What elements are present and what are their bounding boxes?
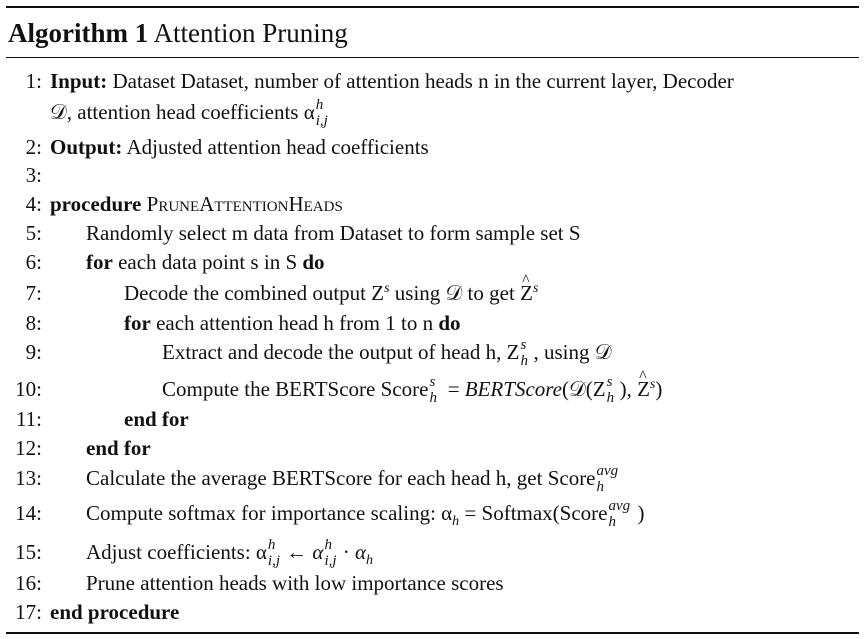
line-number: 2: xyxy=(25,135,42,159)
line-number: 13: xyxy=(15,466,42,490)
keyword: procedure xyxy=(50,192,142,216)
line-text xyxy=(50,189,343,219)
softmax-text: Compute softmax for importance scaling: α xyxy=(86,501,453,525)
line-text: Compute the BERTScore Score s h = BERTScore(𝒟(Z s h ), ^ $Z^s$) xyxy=(162,374,662,406)
line-number: 5: xyxy=(25,221,42,245)
line-text xyxy=(50,97,329,129)
line-text: Randomly select m data from Dataset to form sample set S xyxy=(86,221,581,245)
line-number: 9: xyxy=(25,340,42,364)
keyword: for xyxy=(86,250,113,274)
line-number: 16: xyxy=(15,571,42,595)
alpha-index-hi-ij: h i,j xyxy=(315,97,328,130)
keyword: end procedure xyxy=(50,600,180,624)
alpha-index-h-ij: h i,j xyxy=(324,537,337,570)
score-index-s-h: s h xyxy=(429,374,437,407)
extract-text: Extract and decode the output of head h, Z xyxy=(162,340,520,364)
algorithm-title: Attention Pruning xyxy=(153,18,348,48)
keyword: end for xyxy=(86,436,151,460)
line-number: 7: xyxy=(25,281,42,305)
coefficients-text: 𝒟, attention head coefficients α xyxy=(50,100,315,124)
line-number: 4: xyxy=(25,192,42,216)
z-index-s-h: s h xyxy=(520,337,528,370)
line-number: 8: xyxy=(25,311,42,335)
line-text: Adjust coefficients: α h i,j ← α h i,j · $\alpha_h$ xyxy=(86,537,373,570)
line-text: Compute softmax for importance scaling: $\alpha_h$ = Softmax(Score avg h ) xyxy=(86,498,645,531)
decode-text: Decode the combined output Z xyxy=(124,281,385,305)
line-number: 3: xyxy=(25,163,42,187)
adjust-text: Adjust coefficients: α xyxy=(86,540,267,564)
line-number: 1: xyxy=(25,69,42,93)
line-text: Decode the combined output $Z^s$ using 𝒟 to get ^ $Z^s$ xyxy=(124,278,538,308)
line-number: 15: xyxy=(15,540,42,564)
line-number: 14: xyxy=(15,501,42,525)
z-index-s-h: s h xyxy=(606,374,615,407)
line-number: 10: xyxy=(15,377,42,401)
procedure-name: PruneAttentionHeads xyxy=(146,192,343,216)
line-text xyxy=(86,463,626,495)
keyword: do xyxy=(302,250,325,274)
line-text xyxy=(124,308,461,338)
line-number: 12: xyxy=(15,436,42,460)
line-text xyxy=(86,247,325,277)
line-number: 11: xyxy=(15,407,42,431)
keyword: for xyxy=(124,311,151,335)
compute-text: Compute the BERTScore Score xyxy=(162,377,429,401)
loop-text: each attention head h from 1 to n xyxy=(156,311,434,335)
average-text: Calculate the average BERTScore for each head h, get Score xyxy=(86,466,596,490)
algorithm-caption xyxy=(8,16,348,50)
algorithm-label: Algorithm 1 xyxy=(8,18,149,48)
top-rule xyxy=(6,6,859,8)
bottom-rule xyxy=(6,632,859,634)
line-text: Prune attention heads with low importance scores xyxy=(86,571,504,595)
loop-text: each data point s in S xyxy=(118,250,298,274)
line-text xyxy=(50,132,429,162)
line-number: 6: xyxy=(25,250,42,274)
line-text xyxy=(50,66,734,96)
input-description: Dataset Dataset, number of attention heads n in the current layer, Decoder xyxy=(112,69,734,93)
score-index-avg-h: avg h xyxy=(596,463,619,496)
keyword: Output: xyxy=(50,135,123,159)
keyword: Input: xyxy=(50,69,108,93)
score-index-avg-h: avg h xyxy=(608,498,631,531)
keyword: do xyxy=(438,311,461,335)
alpha-index-h-ij: h i,j xyxy=(267,537,281,570)
line-number: 17: xyxy=(15,600,42,624)
keyword: end for xyxy=(124,407,189,431)
caption-rule xyxy=(6,57,859,58)
line-text: Extract and decode the output of head h, Z s h , using 𝒟 xyxy=(162,337,612,370)
output-description: Adjusted attention head coefficients xyxy=(126,135,429,159)
